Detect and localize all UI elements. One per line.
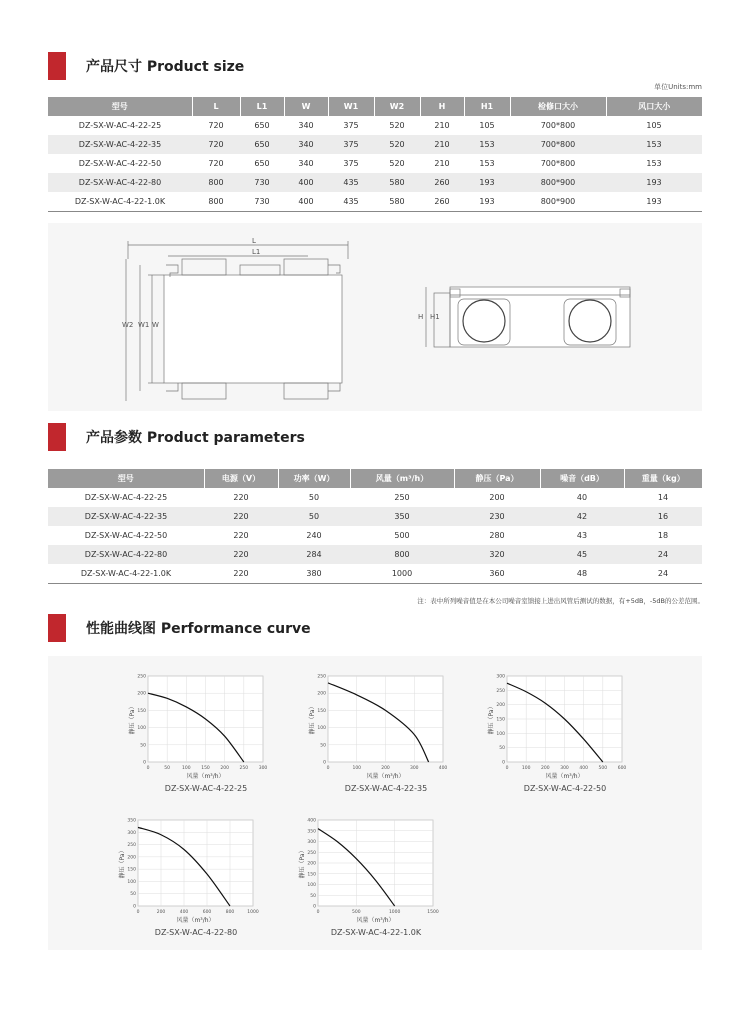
y-tick-label: 0	[313, 904, 316, 910]
table-cell: 210	[434, 121, 450, 130]
table-cell: 153	[464, 135, 510, 154]
chart-svg	[298, 812, 448, 930]
column-header: 风量（m³/h）	[350, 469, 454, 488]
y-tick-label: 0	[323, 760, 326, 766]
table-cell: 153	[646, 159, 662, 168]
performance-chart	[118, 812, 268, 934]
table-cell: 50	[308, 493, 320, 502]
chart-svg	[487, 668, 637, 786]
x-axis-label: 风量（m³/h）	[366, 773, 405, 780]
table-cell: 800*900	[510, 192, 606, 212]
table-cell: DZ-SX-W-AC-4-22-25	[78, 121, 162, 130]
x-tick-label: 0	[326, 766, 330, 771]
column-header: 噪音（dB）	[540, 469, 624, 488]
y-tick-label: 50	[320, 743, 326, 749]
x-tick-label: 300	[560, 766, 569, 771]
table-cell: DZ-SX-W-AC-4-22-1.0K	[48, 564, 204, 584]
table-cell: 220	[204, 545, 278, 564]
table-cell: 240	[306, 531, 322, 540]
y-tick-label: 150	[137, 708, 146, 714]
column-header: L1	[240, 97, 284, 116]
y-tick-label: 300	[127, 830, 136, 836]
label-L1: L1	[252, 248, 261, 256]
table-cell: 520	[389, 159, 405, 168]
chart-svg	[308, 668, 458, 786]
performance-chart	[128, 668, 278, 790]
table-cell: 40	[576, 493, 588, 502]
x-tick-label: 800	[225, 910, 235, 915]
label-W1: W1	[138, 321, 150, 329]
table-row	[48, 507, 702, 526]
y-tick-label: 100	[137, 726, 146, 732]
size-table	[48, 97, 702, 212]
table-cell: 16	[624, 507, 702, 526]
y-tick-label: 150	[307, 872, 316, 878]
table-row	[48, 192, 702, 212]
performance-chart	[308, 668, 458, 790]
table-cell: DZ-SX-W-AC-4-22-35	[48, 507, 204, 526]
column-header: 型号	[48, 469, 204, 488]
y-tick-label: 200	[307, 861, 316, 867]
y-tick-label: 100	[496, 731, 505, 737]
y-axis-label: 静压（Pa）	[488, 703, 495, 735]
x-tick-label: 300	[409, 766, 419, 771]
table-row	[48, 488, 702, 507]
table-cell: 700*800	[510, 135, 606, 154]
table-row	[48, 154, 702, 173]
table-cell: 230	[454, 507, 540, 526]
y-axis-label: 静压（Pa）	[299, 847, 306, 879]
table-cell: 24	[624, 545, 702, 564]
chart-caption: DZ-SX-W-AC-4-22-25	[164, 784, 248, 793]
table-cell: 800	[350, 545, 454, 564]
x-tick-label: 400	[579, 766, 588, 771]
unit-label: 单位Units:mm	[654, 83, 702, 91]
section-marker	[48, 52, 66, 80]
y-tick-label: 250	[137, 674, 146, 680]
table-row	[48, 526, 702, 545]
column-header: 功率（W）	[278, 469, 350, 488]
table-cell: 24	[624, 564, 702, 584]
x-tick-label: 100	[521, 766, 531, 771]
label-H1: H1	[430, 313, 440, 321]
table-cell: 250	[394, 493, 410, 502]
x-tick-label: 400	[179, 910, 189, 915]
y-tick-label: 350	[127, 818, 136, 824]
y-tick-label: 250	[317, 674, 326, 680]
table-cell: 360	[454, 564, 540, 584]
y-tick-label: 300	[307, 840, 316, 845]
y-tick-label: 100	[317, 726, 326, 732]
table-cell: 435	[328, 173, 374, 192]
table-cell: 800*900	[510, 173, 606, 192]
x-tick-label: 400	[438, 766, 448, 771]
table-cell: 375	[343, 159, 359, 168]
x-tick-label: 600	[617, 766, 627, 771]
table-cell: 400	[284, 192, 328, 212]
x-tick-label: 250	[239, 766, 249, 771]
table-cell: 730	[240, 173, 284, 192]
table-cell: DZ-SX-W-AC-4-22-1.0K	[48, 192, 192, 212]
table-cell: 320	[454, 545, 540, 564]
y-tick-label: 250	[496, 688, 505, 694]
y-tick-label: 50	[130, 892, 136, 898]
x-axis-label: 风量（m³/h）	[176, 917, 215, 924]
table-cell: 340	[298, 121, 314, 130]
y-tick-label: 100	[127, 879, 136, 885]
table-cell: 42	[540, 507, 624, 526]
table-cell: 260	[420, 192, 464, 212]
table-cell: DZ-SX-W-AC-4-22-25	[84, 493, 168, 502]
x-tick-label: 0	[316, 910, 320, 915]
x-tick-label: 500	[598, 766, 608, 771]
section-header-curve	[48, 614, 311, 642]
y-axis-label: 静压（Pa）	[129, 703, 136, 735]
column-header: H1	[464, 97, 510, 116]
table-cell: 105	[479, 121, 495, 130]
y-tick-label: 50	[310, 893, 316, 899]
section-header-params	[48, 423, 305, 451]
section-title: 性能曲线图 Performance curve	[86, 621, 311, 637]
column-header: 电源（V）	[204, 469, 278, 488]
y-tick-label: 50	[140, 743, 146, 749]
chart-caption: DZ-SX-W-AC-4-22-80	[154, 928, 238, 937]
chart-caption: DZ-SX-W-AC-4-22-50	[523, 784, 607, 793]
table-cell: 280	[489, 531, 505, 540]
table-cell: 340	[298, 159, 314, 168]
column-header: 型号	[48, 97, 192, 116]
section-header-size	[48, 52, 244, 80]
table-cell: 720	[208, 159, 224, 168]
table-row	[48, 116, 702, 135]
table-cell: 500	[394, 531, 410, 540]
table-row	[48, 135, 702, 154]
y-tick-label: 0	[133, 904, 136, 910]
x-axis-label: 风量（m³/h）	[356, 917, 395, 924]
table-cell: 650	[254, 159, 270, 168]
y-tick-label: 150	[496, 717, 505, 723]
table-cell: 18	[657, 531, 669, 540]
section-marker	[48, 614, 66, 642]
x-tick-label: 300	[258, 766, 268, 771]
y-tick-label: 200	[496, 703, 505, 709]
x-tick-label: 1000	[388, 910, 401, 915]
y-tick-label: 0	[502, 760, 505, 766]
x-tick-label: 200	[381, 766, 390, 771]
table-cell: 350	[350, 507, 454, 526]
section-title: 产品尺寸 Product size	[86, 59, 245, 75]
dimension-diagram-panel	[48, 223, 702, 411]
y-axis-label: 静压（Pa）	[309, 703, 316, 735]
x-tick-label: 200	[220, 766, 229, 771]
table-cell: 800	[192, 192, 240, 212]
y-tick-label: 200	[317, 691, 326, 697]
table-cell: 45	[540, 545, 624, 564]
table-cell: 650	[254, 121, 270, 130]
label-W: W	[152, 321, 159, 329]
dimension-diagram	[48, 223, 702, 411]
table-cell: 153	[606, 135, 702, 154]
table-cell: 720	[208, 121, 224, 130]
column-header: H	[420, 97, 464, 116]
table-cell: 193	[606, 173, 702, 192]
y-tick-label: 200	[127, 855, 136, 861]
table-cell: 153	[479, 159, 495, 168]
table-cell: 210	[434, 159, 450, 168]
table-cell: 193	[606, 192, 702, 212]
table-cell: 375	[343, 121, 359, 130]
table-cell: 800	[192, 173, 240, 192]
table-cell: 730	[240, 192, 284, 212]
x-tick-label: 50	[164, 766, 171, 771]
table-cell: 220	[233, 493, 249, 502]
table-cell: 520	[374, 135, 420, 154]
table-cell: 375	[328, 135, 374, 154]
y-tick-label: 200	[137, 691, 146, 697]
table-cell: 720	[192, 135, 240, 154]
table-cell: DZ-SX-W-AC-4-22-80	[48, 545, 204, 564]
column-header: 检修口大小	[510, 97, 606, 116]
table-cell: DZ-SX-W-AC-4-22-50	[78, 159, 162, 168]
y-tick-label: 350	[307, 829, 316, 835]
x-tick-label: 100	[352, 766, 362, 771]
table-cell: 14	[657, 493, 669, 502]
column-header: 重量（kg）	[624, 469, 702, 488]
y-tick-label: 400	[307, 818, 316, 824]
table-cell: 580	[374, 192, 420, 212]
column-header: L	[192, 97, 240, 116]
table-cell: 260	[420, 173, 464, 192]
column-header: W	[284, 97, 328, 116]
table-cell: 700*800	[540, 159, 576, 168]
table-cell: 220	[233, 531, 249, 540]
chart-caption: DZ-SX-W-AC-4-22-35	[344, 784, 428, 793]
x-tick-label: 200	[156, 910, 166, 915]
x-tick-label: 0	[136, 910, 140, 915]
table-cell: 43	[576, 531, 588, 540]
x-axis-label: 风量（m³/h）	[545, 773, 584, 780]
table-cell: 1000	[350, 564, 454, 584]
table-cell: 340	[284, 135, 328, 154]
table-cell: 50	[278, 507, 350, 526]
table-cell: 210	[420, 135, 464, 154]
column-header: 风口大小	[606, 97, 702, 116]
performance-chart	[298, 812, 448, 934]
table-cell: 380	[278, 564, 350, 584]
section-title: 产品参数 Product parameters	[86, 430, 305, 446]
table-cell: 650	[240, 135, 284, 154]
x-tick-label: 100	[182, 766, 191, 771]
table-cell: DZ-SX-W-AC-4-22-50	[84, 531, 168, 540]
table-cell: 284	[278, 545, 350, 564]
chart-svg	[128, 668, 278, 786]
label-H: H	[418, 313, 424, 321]
x-tick-label: 150	[201, 766, 210, 771]
x-tick-label: 600	[202, 910, 212, 915]
table-row	[48, 545, 702, 564]
x-tick-label: 0	[146, 766, 150, 771]
y-tick-label: 250	[127, 843, 136, 849]
label-W2: W2	[122, 321, 134, 329]
x-tick-label: 200	[541, 766, 550, 771]
table-cell: 700*800	[540, 121, 576, 130]
x-tick-label: 1000	[247, 910, 259, 915]
table-cell: 193	[464, 173, 510, 192]
x-tick-label: 0	[505, 766, 509, 771]
table-cell: 580	[374, 173, 420, 192]
table-cell: 520	[389, 121, 405, 130]
table-cell: 200	[489, 493, 505, 502]
y-axis-label: 静压（Pa）	[119, 847, 126, 879]
label-L: L	[252, 237, 256, 245]
performance-chart	[487, 668, 637, 790]
table-cell: 220	[204, 564, 278, 584]
table-cell: 435	[328, 192, 374, 212]
table-note: 注：表中所列噪音值是在本公司噪音室馈接上进出风管后测试的数据，有+5dB，-5dB的公差范围。	[417, 597, 704, 605]
table-cell: 220	[204, 507, 278, 526]
table-cell: DZ-SX-W-AC-4-22-80	[48, 173, 192, 192]
table-row	[48, 173, 702, 192]
y-tick-label: 50	[499, 746, 505, 752]
x-tick-label: 1500	[427, 910, 439, 915]
column-header: W1	[328, 97, 374, 116]
table-cell: 48	[540, 564, 624, 584]
x-axis-label: 风量（m³/h）	[186, 773, 225, 780]
column-header: 静压（Pa）	[454, 469, 540, 488]
y-tick-label: 150	[127, 867, 136, 873]
table-cell: 193	[464, 192, 510, 212]
y-tick-label: 150	[317, 708, 326, 714]
chart-caption: DZ-SX-W-AC-4-22-1.0K	[330, 928, 422, 937]
table-row	[48, 564, 702, 584]
x-tick-label: 500	[352, 910, 361, 915]
y-tick-label: 250	[307, 850, 316, 856]
param-table	[48, 469, 702, 584]
table-cell: DZ-SX-W-AC-4-22-35	[48, 135, 192, 154]
y-tick-label: 100	[307, 883, 316, 888]
column-header: W2	[374, 97, 420, 116]
y-tick-label: 300	[496, 674, 505, 680]
table-cell: 400	[284, 173, 328, 192]
table-cell: 105	[646, 121, 662, 130]
y-tick-label: 0	[143, 760, 146, 766]
section-marker	[48, 423, 66, 451]
chart-svg	[118, 812, 268, 930]
